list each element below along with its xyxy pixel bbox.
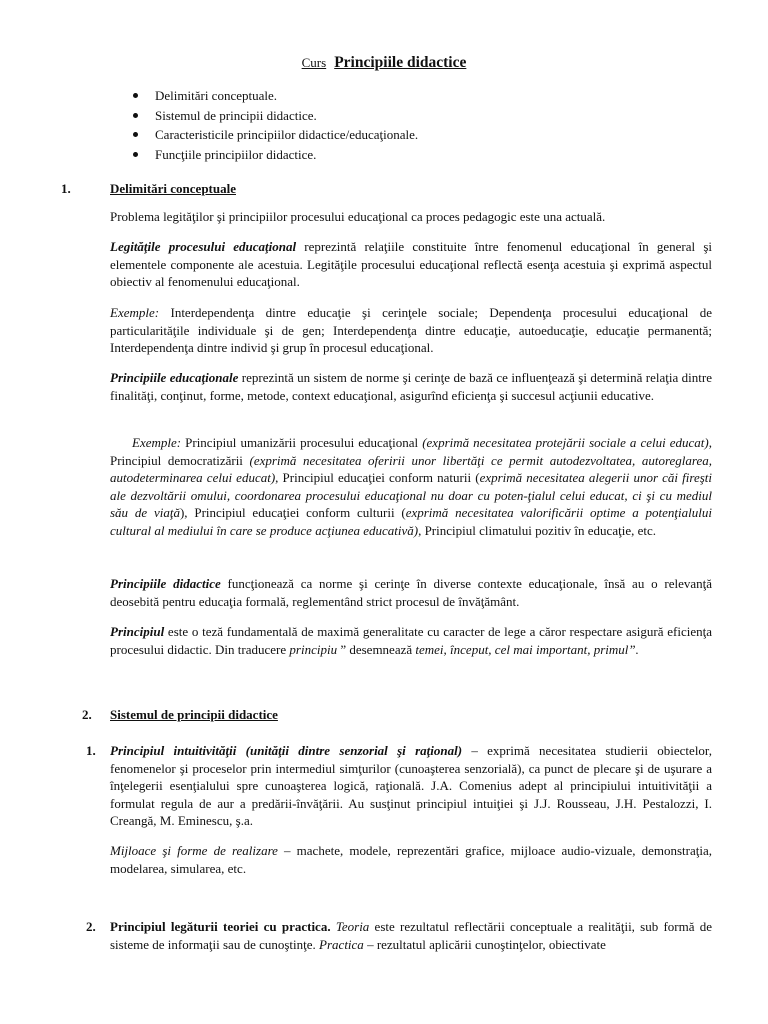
section-1-heading: Delimitări conceptuale [110,181,236,196]
term-didactice: Principiile didactice [110,576,221,591]
term-principiul: Principiul [110,624,165,639]
paragraph-principii [110,369,712,404]
term-principii: Principiile educaţionale [110,370,239,385]
examples-label: Exemple: [110,305,160,320]
means-label: Mijloace şi forme de realizare [110,843,278,858]
example-text: Principiul umanizării procesului educaţional [181,435,423,450]
paragraph-principiul [110,623,712,658]
principle-2-title: Principiul legăturii teoriei cu practica. [110,919,331,934]
example-text: , Principiul democratizării [110,435,712,468]
term-legitati: Legităţile procesului educaţional [110,239,297,254]
page-title [0,54,768,72]
example-note: (exprimă necesitatea oferirii unor libertăţi ce permit autodezvoltatea, autoreglarea, autodeterminarea celui educat) [110,452,712,486]
principle-2-text-cont: – rezultatul aplicării cunoştinţelor, obiectivate [363,936,606,952]
means-paragraph [110,842,712,877]
principiul-word: principiu [289,641,338,657]
word-practica: Practica [319,936,364,952]
principle-intuitivitate [110,742,712,830]
legitati-definition: reprezintă relaţiile constituite între fenomenul educaţional în general şi elementele componente ale acestuia. Legităţile procesului educaţional reflectă esenţa acestuia şi exprimă aspectul obiectiv al fenomenului educaţional. [110,239,713,290]
example-text: , Principiul climatului pozitiv în educaţie, etc. [418,522,656,538]
outline-item: Delimitări conceptuale. [132,86,418,106]
intro-text: Problema legităţilor şi principiilor procesului educaţional ca proces pedagogic este una actuală. [110,209,606,224]
outline-item: Caracteristicile principiilor didactice/educaţionale. [132,125,418,145]
section-2-heading: Sistemul de principii didactice [110,707,278,722]
outline-list [132,86,418,164]
principle-teorie-practica [110,918,712,953]
principle-1-text: – exprimă necesitatea studierii obiectelor, fenomenelor şi proceselor prin intermediul simţurilor (cunoaşterea senzorială), ca punct de plecare şi de uşurare a înţelegerii esenţialului spre cunoaşterea logică, raţională. J.A. Comenius adept al principiului intuitivităţii a formulat regula de aur a predării-învăţării. Au susţinut principiul intuiţiei şi J.J. Rousseau, J.H. Pestalozzi, I. Creangă, M. Eminescu, ş.a. [110,743,712,829]
principle-2-text: este rezultatul reflectării conceptuale a realităţii, sub formă de sisteme de informaţii sau de cunoştinţe. [110,919,712,952]
example-note: (exprimă necesitatea protejării sociale a celui educat) [422,435,709,450]
examples-label: Exemple: [132,435,182,450]
paragraph-examples-1 [110,304,712,357]
title-main: Principiile didactice [334,54,467,71]
principii-definition: reprezintă un sistem de norme şi cerinţe de bază ce influenţează şi determină relaţia dintre finalităţi, conţinut, forme, metode, context educaţional, asigurînd eficienţa şi succesul acţiunii educative. [110,370,712,403]
paragraph-didactice [110,575,712,610]
principiul-connector: ” desemnează [337,641,416,657]
means-text: – machete, modele, reprezentări grafice, mijloace audio-vizuale, demonstraţia, modelarea, simularea, etc. [110,843,713,876]
principle-1-title: Principiul intuitivităţii (unităţii dintre senzorial şi raţional) [110,743,463,758]
word-teoria: Teoria [335,919,370,934]
section-2-number: 2. [82,707,92,722]
section-1-intro [110,208,712,226]
principiul-definition: este o teză fundamentală de maximă generalitate cu caracter de lege a căror respectare asigură eficienţa procesului didactic. Din traducere [110,624,712,657]
outline-item: Sistemul de principii didactice. [132,106,418,126]
item-1-number: 1. [86,743,96,758]
section-1-number: 1. [61,181,71,196]
paragraph-examples-2 [110,434,712,540]
example-note: exprimă necesitatea valorificării optime a potenţialului cultural al mediului în care se produce acţiunea educativă) [110,505,712,538]
title-prefix: Curs [301,55,327,70]
outline-item: Funcţiile principiilor didactice. [132,145,418,165]
item-2-number: 2. [86,919,96,934]
examples-text: Interdependenţa dintre educaţie şi cerinţele sociale; Dependenţa procesului educaţional de particularităţile individuale şi de gen; Interdependenţa dintre educaţie, autoeducaţie, educaţie permanentă; Interdependenţa dintre individ şi grup în procesul educaţional. [110,305,712,356]
paragraph-legitati [110,238,712,291]
didactice-definition: funcţionează ca norme şi cerinţe în diverse contexte educaţionale, însă au o relevanţă deosebită pentru educaţia formală, reglementând strict procesul de învăţământ. [110,576,713,609]
example-note: exprimă necesitatea alegerii unor căi fireşti ale dezvoltării omului, coordonarea procesului educaţional nu doar cu poten-ţialul celui educat, ci şi cu mediul său de viaţă [110,470,712,521]
example-text: , Principiul educaţiei conform naturii ( [275,470,480,486]
example-text: ), Principiul educaţiei conform culturii ( [179,505,406,521]
principiul-meaning: temei, început, cel mai important, primul”. [415,641,639,657]
